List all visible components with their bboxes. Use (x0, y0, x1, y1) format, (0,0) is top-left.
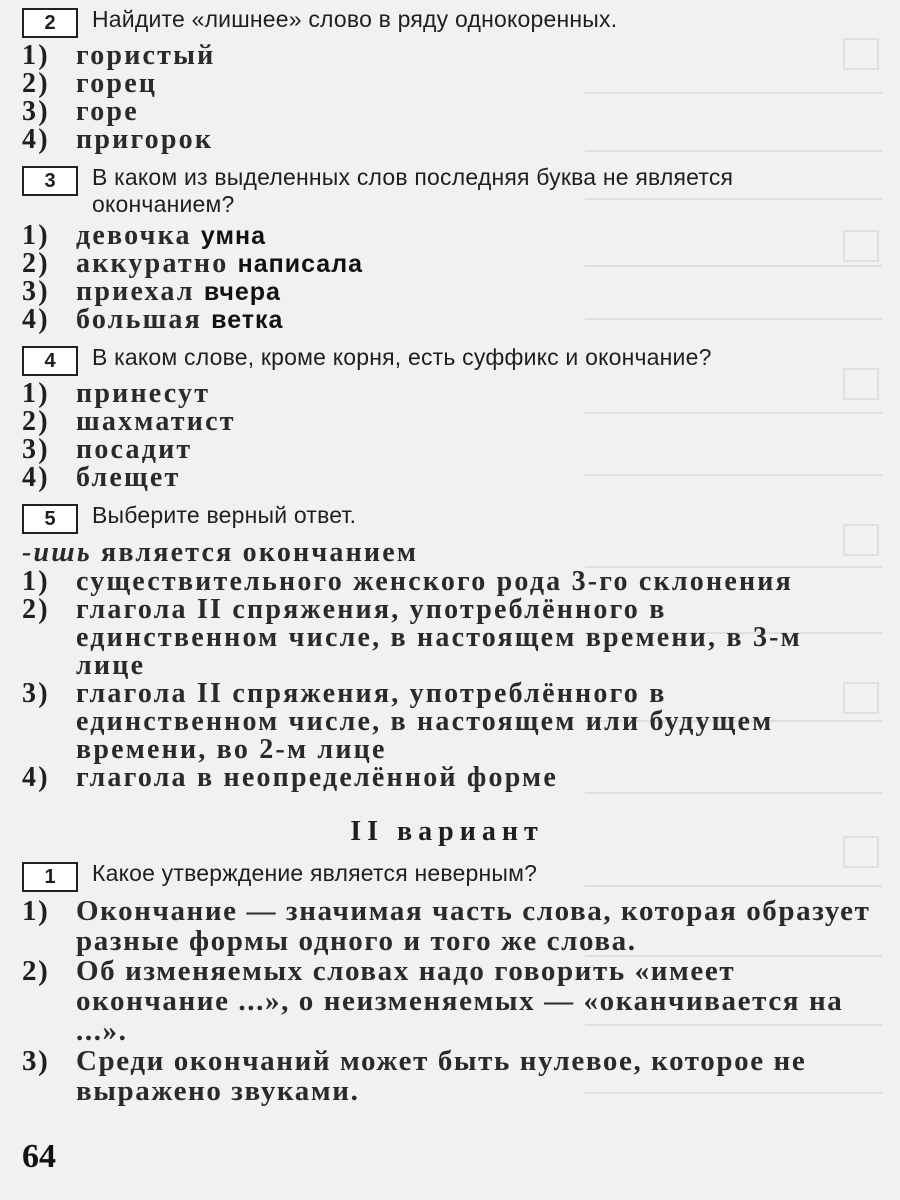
question-prompt: Выберите верный ответ. (92, 502, 357, 529)
answer-list (22, 222, 872, 334)
answer-lead-word: девочка (76, 220, 201, 252)
answer-option (22, 70, 872, 98)
question-4 (22, 344, 872, 492)
answer-option (22, 42, 872, 70)
answer-text: горе (76, 96, 139, 127)
question-header (22, 344, 872, 376)
answer-text: Об изменяемых словах надо говорить «имеет окончание ...», о неизменяемых — «оканчивается на ...». (76, 955, 844, 1048)
spacer (22, 154, 872, 164)
answer-label: 1) (22, 220, 50, 252)
answer-option (22, 306, 872, 334)
question-number-box: 1 (22, 862, 78, 892)
answer-lead-word: приехал (76, 276, 204, 308)
answer-list (22, 896, 872, 1106)
question-prompt: В каком из выделенных слов последняя буква не является окончанием? (92, 164, 734, 218)
question-2 (22, 6, 872, 154)
question-number-box: 2 (22, 8, 78, 38)
question-3 (22, 164, 872, 334)
answer-label: 3) (22, 276, 50, 308)
answer-text: глагола II спряжения, употреблённого в единственном числе, в настоящем времени, в 3-м лице (76, 594, 802, 682)
highlighted-word: написала (237, 250, 363, 279)
answer-text (76, 278, 872, 306)
question-header (22, 164, 872, 218)
answer-text: принесут (76, 378, 211, 410)
answer-label: 1) (22, 378, 50, 410)
answer-option (22, 1046, 872, 1106)
answer-option (22, 408, 872, 436)
answer-option (22, 568, 872, 596)
answer-text: глагола в неопределённой форме (76, 762, 558, 794)
answer-text: пригорок (76, 124, 214, 155)
answer-option (22, 464, 872, 492)
answer-text (76, 222, 872, 250)
question-prompt: В каком слове, кроме корня, есть суффикс и окончание? (92, 344, 712, 371)
answer-list (22, 42, 872, 154)
answer-lead-word: аккуратно (76, 248, 238, 280)
answer-lead-word: большая (76, 304, 212, 336)
answer-label: 4) (22, 762, 50, 794)
answer-label: 1) (22, 40, 50, 71)
answer-text: блещет (76, 462, 181, 494)
answer-option (22, 278, 872, 306)
highlighted-word: вчера (203, 278, 281, 307)
answer-label: 2) (22, 68, 50, 99)
highlighted-word: ветка (211, 306, 284, 335)
answer-label: 3) (22, 96, 50, 127)
answer-text (76, 306, 872, 334)
answer-label: 3) (22, 434, 50, 466)
question-prompt: Какое утверждение является неверным? (92, 860, 538, 887)
question-number-box: 5 (22, 504, 78, 534)
question-header (22, 6, 872, 38)
question-number-box: 3 (22, 166, 78, 196)
answer-text: Среди окончаний может быть нулевое, которое не выражено звуками. (76, 1045, 807, 1108)
variant-question-1 (22, 860, 872, 1106)
page-number: 64 (22, 1138, 56, 1175)
answer-label: 4) (22, 124, 50, 155)
answer-label: 3) (22, 1045, 50, 1078)
question-header (22, 860, 872, 892)
answer-list (22, 568, 872, 792)
answer-text: существительного женского рода 3-го склонения (76, 566, 793, 598)
answer-list (22, 380, 872, 492)
answer-label: 4) (22, 462, 50, 494)
answer-option (22, 896, 872, 956)
suffix-statement-rest: является окончанием (91, 537, 419, 569)
suffix-statement (22, 538, 872, 568)
question-header (22, 502, 872, 534)
spacer (22, 492, 872, 502)
answer-label: 4) (22, 304, 50, 336)
answer-option (22, 222, 872, 250)
answer-text: гористый (76, 40, 216, 71)
answer-option (22, 764, 872, 792)
question-number-box: 4 (22, 346, 78, 376)
answer-option (22, 436, 872, 464)
answer-option (22, 380, 872, 408)
answer-option (22, 680, 872, 764)
answer-option (22, 126, 872, 154)
answer-label: 3) (22, 678, 50, 710)
answer-label: 2) (22, 955, 50, 988)
answer-text (76, 250, 872, 278)
question-5 (22, 502, 872, 792)
answer-label: 1) (22, 895, 50, 928)
highlighted-word: умна (200, 222, 266, 251)
answer-text: горец (76, 68, 158, 99)
question-prompt: Найдите «лишнее» слово в ряду однокоренных. (92, 6, 618, 32)
answer-option (22, 956, 872, 1046)
spacer (22, 334, 872, 344)
answer-text: Окончание — значимая часть слова, которая образует разные формы одного и того же слова. (76, 895, 871, 958)
answer-text: глагола II спряжения, употреблённого в единственном числе, в настоящем или будущем времени, во 2-м лице (76, 678, 774, 766)
answer-option (22, 596, 872, 680)
suffix-ending: -ишь (22, 537, 92, 569)
answer-option (22, 98, 872, 126)
answer-text: шахматист (76, 406, 236, 438)
answer-label: 2) (22, 594, 50, 626)
answer-option (22, 250, 872, 278)
answer-label: 2) (22, 406, 50, 438)
answer-label: 2) (22, 248, 50, 280)
answer-label: 1) (22, 566, 50, 598)
answer-text: посадит (76, 434, 193, 466)
section-title: II вариант (350, 816, 544, 848)
